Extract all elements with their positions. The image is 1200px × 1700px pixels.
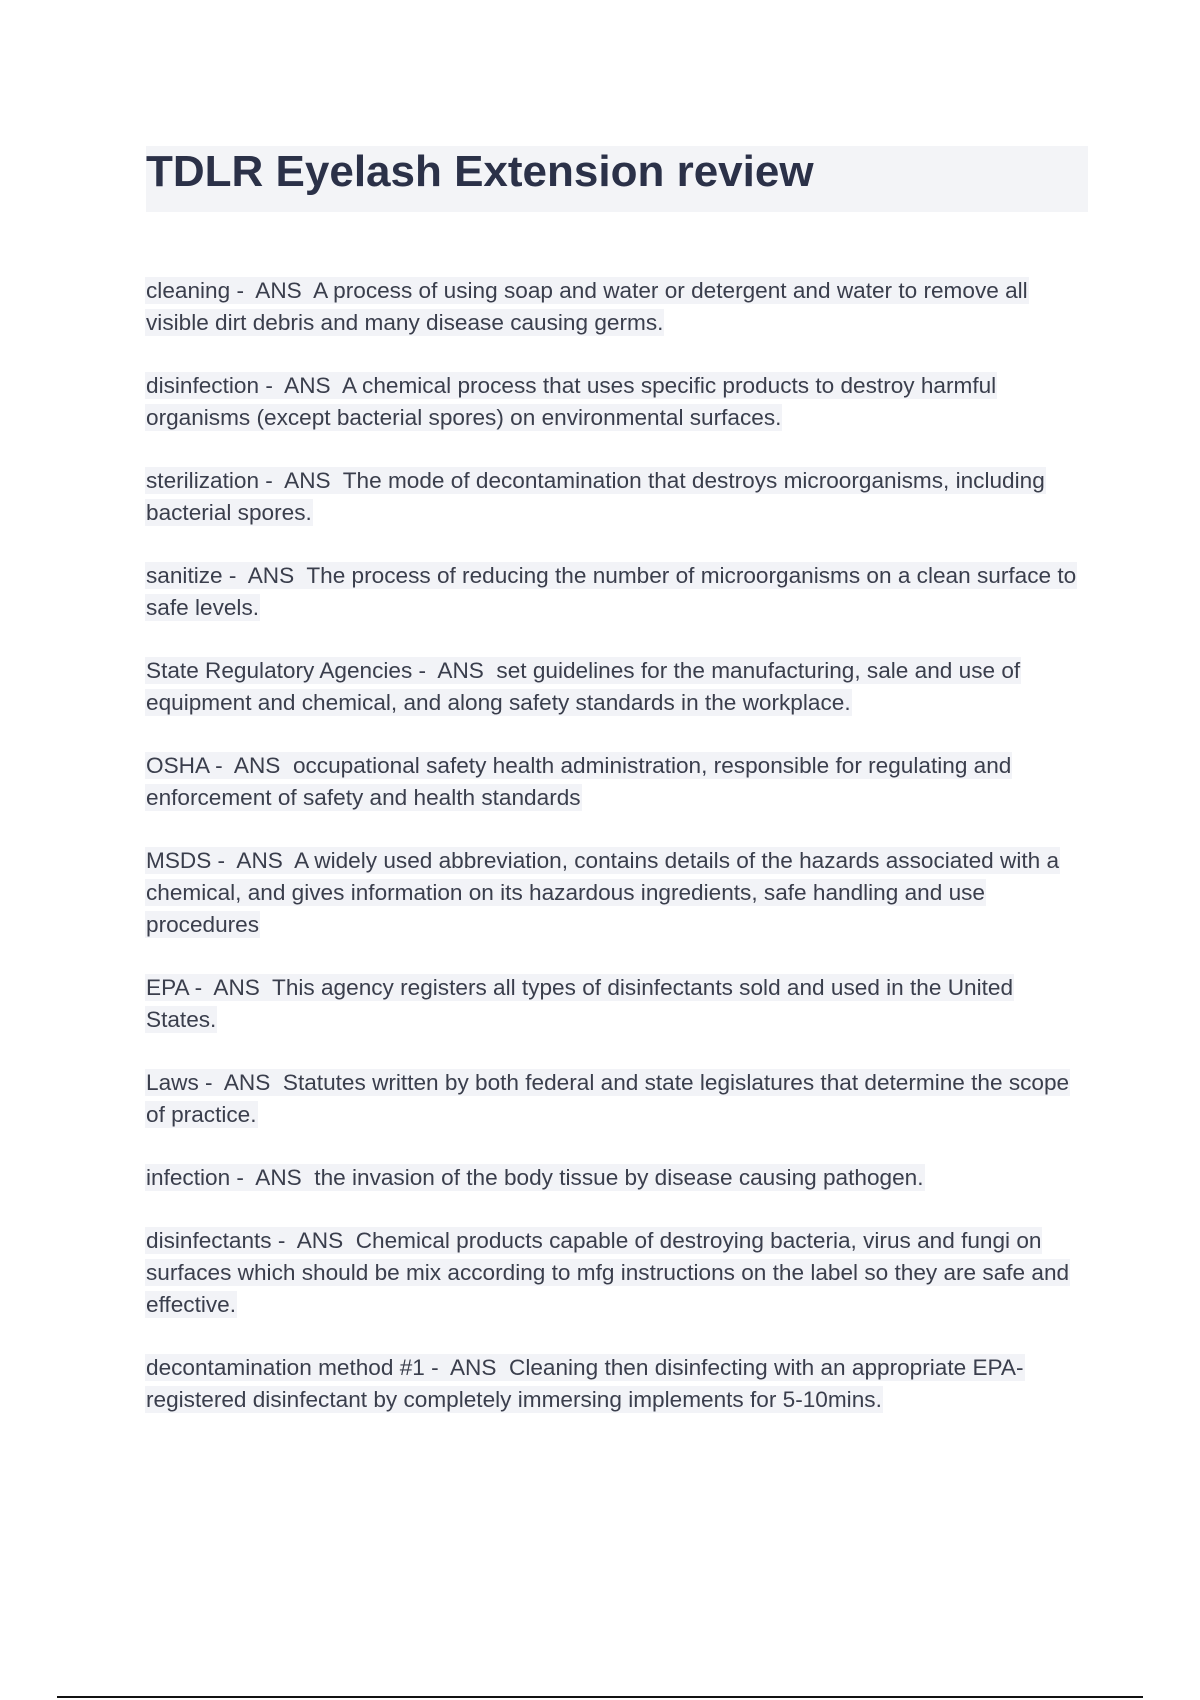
entry-definition: The process of reducing the number of microorganisms on a clean surface to safe levels. <box>146 563 1077 620</box>
entry-list <box>146 275 1088 1447</box>
entry-marker: ANS <box>223 1070 271 1095</box>
entry-term: disinfectants <box>146 1228 272 1253</box>
entry-term: Laws <box>146 1070 199 1095</box>
entry-definition: Statutes written by both federal and state legislatures that determine the scope of practice. <box>146 1070 1070 1127</box>
entry: MSDS - ANS A widely used abbreviation, contains details of the hazards associated with a chemical, and gives information on its hazardous ingredients, safe handling and use procedures <box>146 848 1060 937</box>
entry-marker: ANS <box>449 1355 497 1380</box>
entry-term: sterilization <box>146 468 260 493</box>
entry-term: MSDS <box>146 848 212 873</box>
entry: Laws - ANS Statutes written by both federal and state legislatures that determine the scope of practice. <box>146 1070 1070 1127</box>
entry-marker: ANS <box>236 848 283 873</box>
entry-definition: Cleaning then disinfecting with an appropriate EPA-registered disinfectant by completely immersing implements for 5-10mins. <box>146 1355 1024 1412</box>
entry-definition: This agency registers all types of disinfectants sold and used in the United States. <box>146 975 1014 1032</box>
entry-term: EPA <box>146 975 189 1000</box>
entry-marker: ANS <box>233 753 281 778</box>
entry-marker: ANS <box>296 1228 344 1253</box>
entry: sanitize - ANS The process of reducing the number of microorganisms on a clean surface to safe levels. <box>146 563 1077 620</box>
entry-marker: ANS <box>284 373 331 398</box>
entry-marker: ANS <box>255 278 302 303</box>
entry-marker: ANS <box>247 563 295 588</box>
entry-definition: A process of using soap and water or detergent and water to remove all visible dirt debris and many disease causing germs. <box>146 278 1028 335</box>
entry: decontamination method #1 - ANS Cleaning then disinfecting with an appropriate EPA-registered disinfectant by completely immersing implements for 5-10mins. <box>146 1355 1024 1412</box>
entry: disinfectants - ANS Chemical products capable of destroying bacteria, virus and fungi on surfaces which should be mix according to mfg instructions on the label so they are safe and effective. <box>146 1228 1070 1317</box>
entry-marker: ANS <box>255 1165 302 1190</box>
entry-definition: The mode of decontamination that destroys microorganisms, including bacterial spores. <box>146 468 1045 525</box>
entry-definition: Chemical products capable of destroying bacteria, virus and fungi on surfaces which should be mix according to mfg instructions on the label so they are safe and effective. <box>146 1228 1070 1317</box>
page-title: TDLR Eyelash Extension review <box>146 147 814 196</box>
entry: disinfection - ANS A chemical process that uses specific products to destroy harmful organisms (except bacterial spores) on environmental surfaces. <box>146 373 997 430</box>
entry-definition: A widely used abbreviation, contains details of the hazards associated with a chemical, and gives information on its hazardous ingredients, safe handling and use procedures <box>146 848 1060 937</box>
entry: sterilization - ANS The mode of decontamination that destroys microorganisms, including bacterial spores. <box>146 468 1045 525</box>
entry-definition: occupational safety health administration, responsible for regulating and enforcement of safety and health standards <box>146 753 1012 810</box>
entry-marker: ANS <box>437 658 484 683</box>
entry-term: cleaning <box>146 278 231 303</box>
title-block <box>146 146 1088 212</box>
entry: cleaning - ANS A process of using soap and water or detergent and water to remove all visible dirt debris and many disease causing germs. <box>146 278 1028 335</box>
footer-divider <box>57 1696 1143 1698</box>
entry: infection - ANS the invasion of the body tissue by disease causing pathogen. <box>146 1165 924 1190</box>
entry-term: State Regulatory Agencies <box>146 658 413 683</box>
entry-term: disinfection <box>146 373 260 398</box>
entry-definition: A chemical process that uses specific products to destroy harmful organisms (except bacterial spores) on environmental surfaces. <box>146 373 997 430</box>
entry-term: decontamination method #1 <box>146 1355 425 1380</box>
entry-term: OSHA <box>146 753 209 778</box>
entry: EPA - ANS This agency registers all types of disinfectants sold and used in the United States. <box>146 975 1014 1032</box>
entry-marker: ANS <box>213 975 260 1000</box>
entry: State Regulatory Agencies - ANS set guidelines for the manufacturing, sale and use of equipment and chemical, and along safety standards in the workplace. <box>146 658 1021 715</box>
entry-term: infection <box>146 1165 231 1190</box>
entry-definition: the invasion of the body tissue by disease causing pathogen. <box>314 1165 924 1190</box>
entry-term: sanitize <box>146 563 223 588</box>
entry-marker: ANS <box>284 468 331 493</box>
entry-definition: set guidelines for the manufacturing, sale and use of equipment and chemical, and along safety standards in the workplace. <box>146 658 1021 715</box>
entry: OSHA - ANS occupational safety health administration, responsible for regulating and enforcement of safety and health standards <box>146 753 1012 810</box>
